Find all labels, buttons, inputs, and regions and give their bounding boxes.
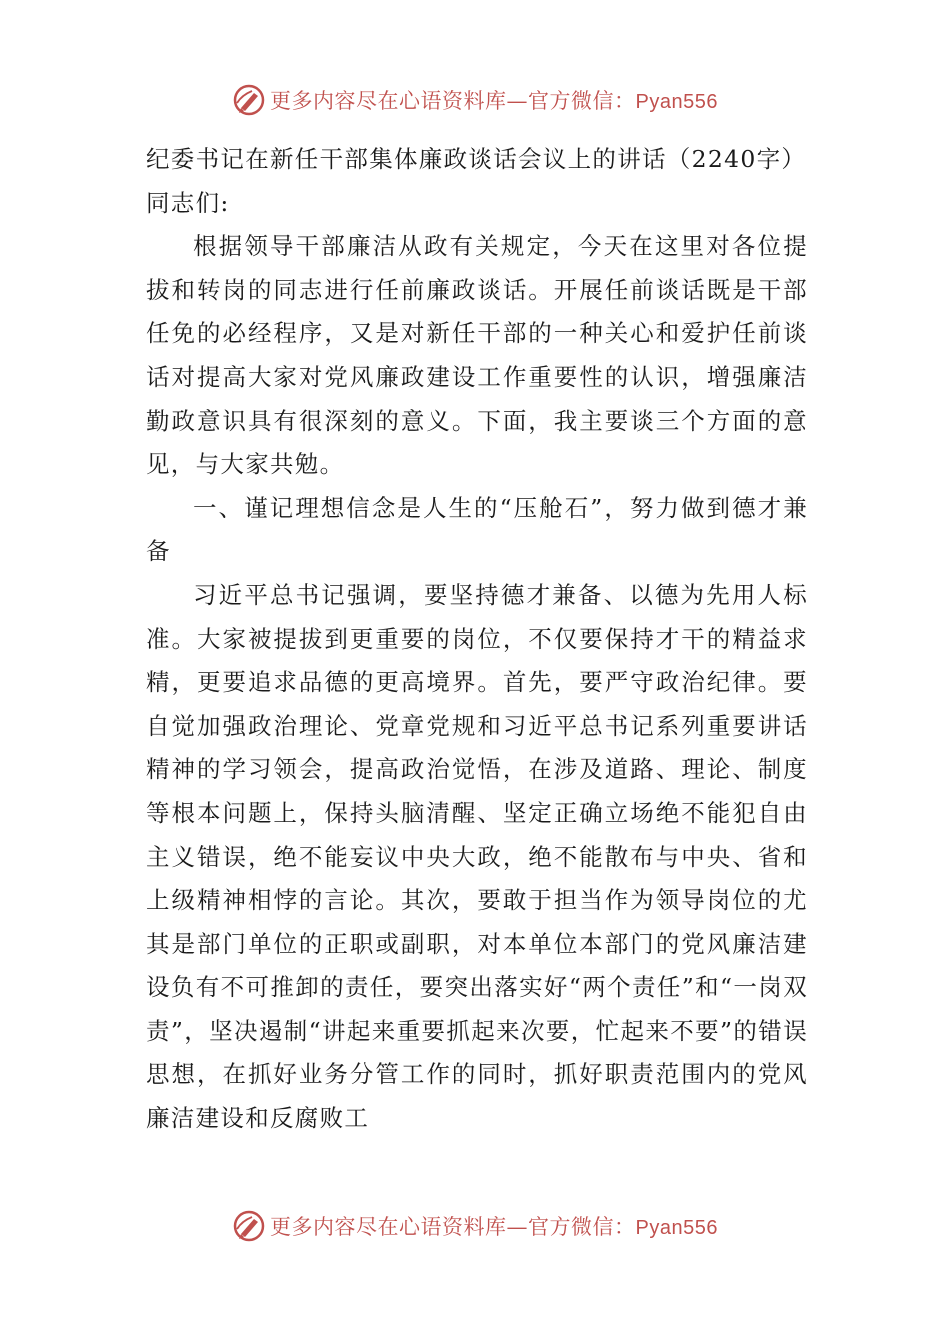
- section-heading: 一、谨记理想信念是人生的“压舱石”，努力做到德才兼备: [146, 493, 808, 566]
- paragraph: 习近平总书记强调，要坚持德才兼备、以德为先用人标准。大家被提拔到更重要的岗位，不仅要保持才干的精益求精，更要追求品德的更高境界。首先，要严守政治纪律。要自觉加强政治理论、党章党规和习近平总书记系列重要讲话精神的学习领会，提高政治觉悟，在涉及道路、理论、制度等根本问题上，保持头脑清醒、坚定正确立场绝不能犯自由主义错误，绝不能妄议中央大政，绝不能散布与中央、省和上级精神相悖的言论。其次，要敢于担当作为领导岗位的尤其是部门单位的正职或副职，对本单位本部门的党风廉洁建设负有不可推卸的责任，要突出落实好“两个责任”和“一岗双责”，坚决遏制“讲起来重要抓起来次要，忙起来不要”的错误思想，在抓好业务分管工作的同时，抓好职责范围内的党风廉洁建设和反腐败工: [146, 580, 808, 1133]
- header-watermark: [0, 80, 950, 120]
- watermark-text: 更多内容尽在心语资料库—官方微信：Pyan556: [270, 1215, 718, 1239]
- pen-logo-icon: [232, 83, 266, 117]
- watermark-text: 更多内容尽在心语资料库—官方微信：Pyan556: [270, 89, 718, 113]
- pen-logo-icon: [232, 1209, 266, 1243]
- footer-watermark: [0, 1206, 950, 1246]
- salutation: 同志们:: [146, 188, 230, 217]
- document-body: [146, 138, 808, 1141]
- document-title: 纪委书记在新任干部集体廉政谈话会议上的讲话（2240字）: [146, 145, 807, 173]
- paragraph: 根据领导干部廉洁从政有关规定，今天在这里对各位提拔和转岗的同志进行任前廉政谈话。开展任前谈话既是干部任免的必经程序，又是对新任干部的一种关心和爱护任前谈话对提高大家对党风廉政建设工作重要性的认识，增强廉洁勤政意识具有很深刻的意义。下面，我主要谈三个方面的意见，与大家共勉。: [146, 232, 808, 479]
